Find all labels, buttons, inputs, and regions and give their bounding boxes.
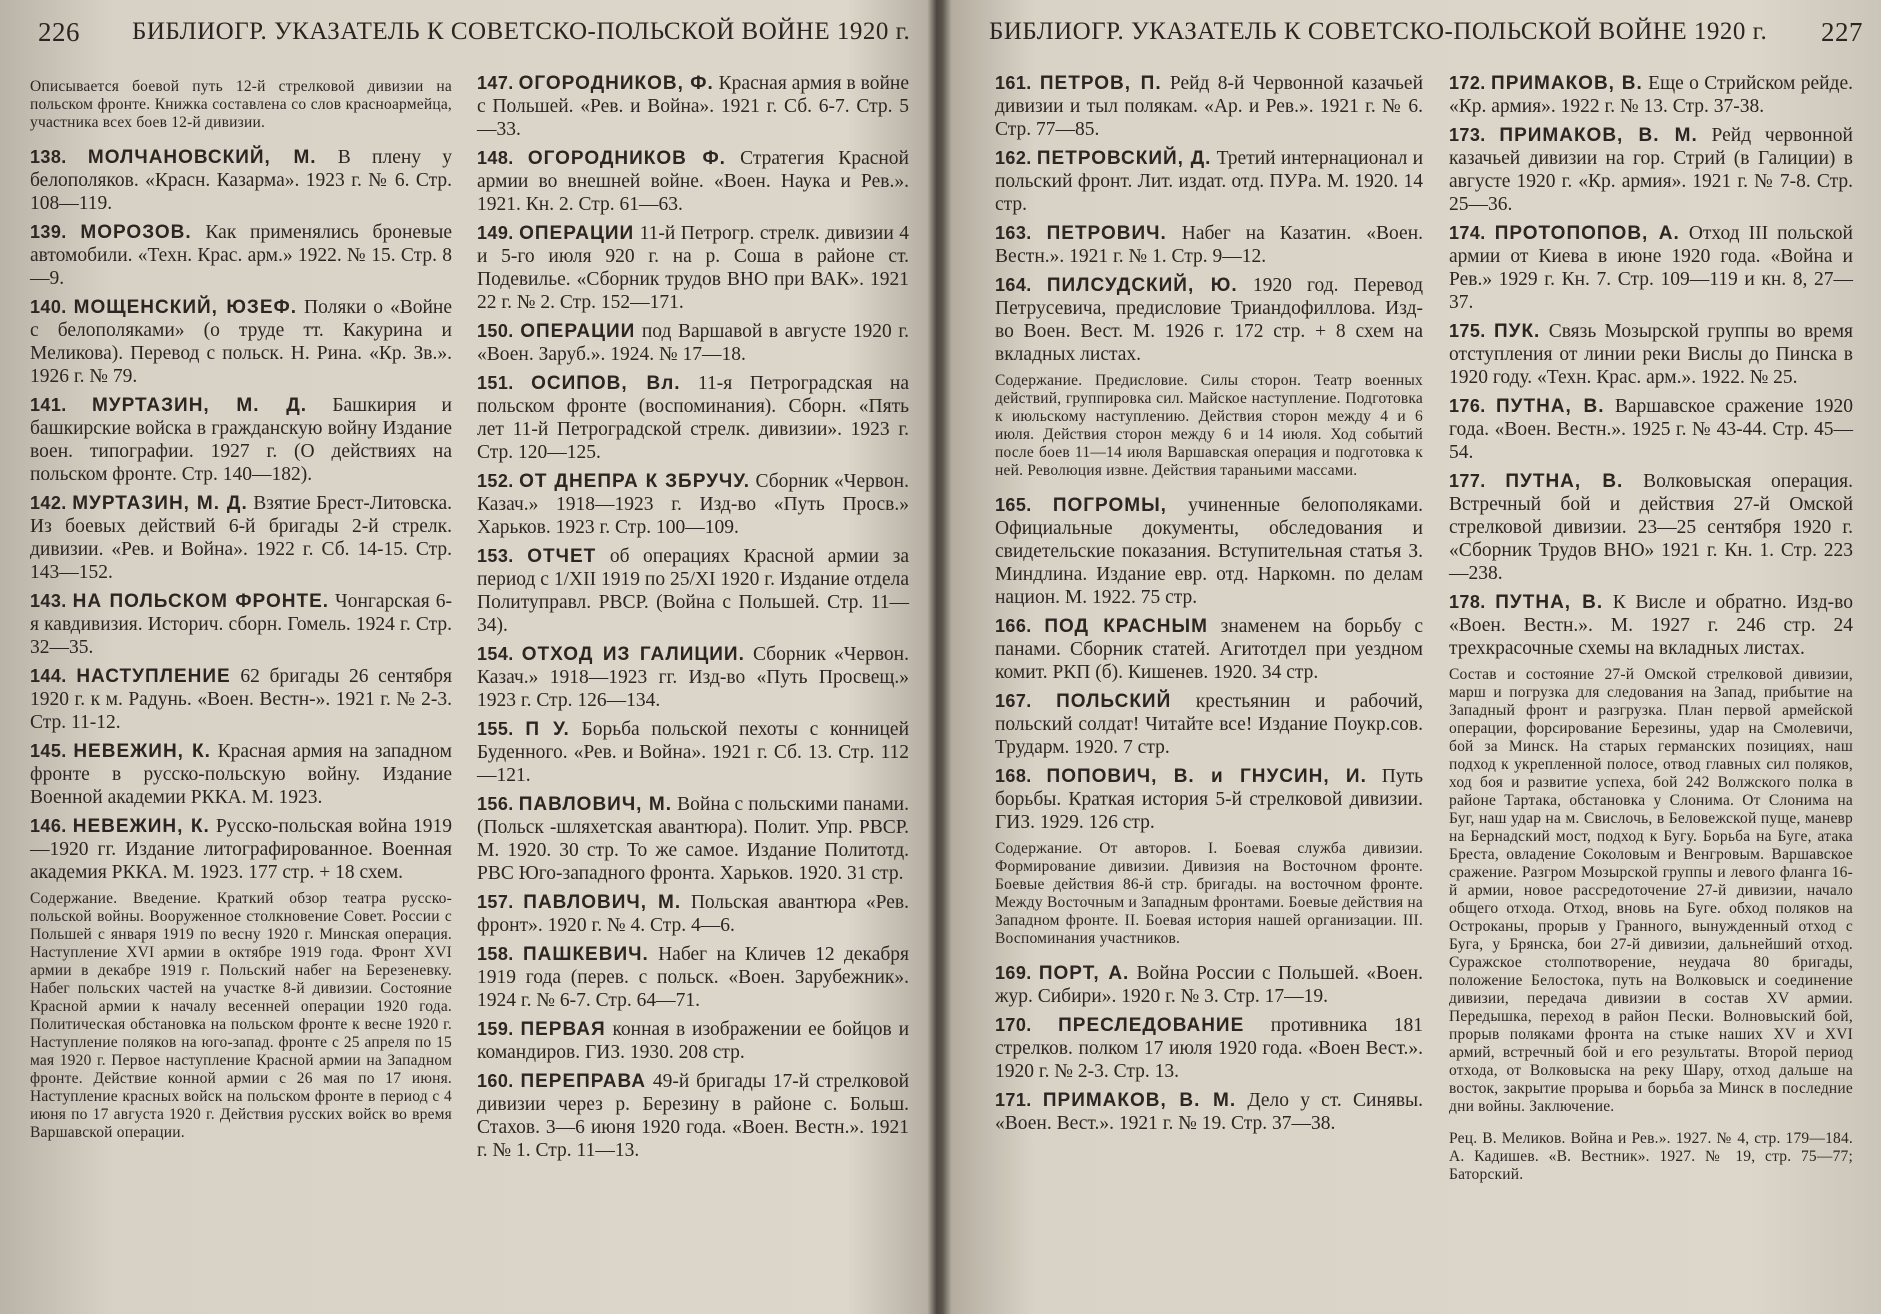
bibliography-entry [995, 690, 1423, 759]
bibliography-entry [30, 815, 452, 884]
bibliography-entry [1449, 395, 1853, 464]
entry-heading: ОТХОД ИЗ ГАЛИЦИИ. [521, 644, 745, 665]
right-page [951, 0, 1881, 1314]
entry-text: Путь борьбы. Краткая история 5-й стрелковой дивизии. ГИЗ. 1929. 126 стр. [995, 766, 1424, 833]
right-page-column-2 [1449, 72, 1853, 1198]
bibliography-entry [477, 1018, 909, 1064]
bibliography-entry [477, 470, 909, 539]
entry-number: 165. [995, 495, 1032, 515]
entry-text: Как применялись броневые автомобили. «Техн. Крас. арм.» 1922. № 15. Стр. 8—9. [30, 222, 453, 289]
entry-text: учиненные белополяками. Официальные документы, обследования и свидетельские показания. Вступительная статья З. Миндлина. Издание евр. отд. Наркомн. по делам национ. М. 1922. 75 стр. [995, 495, 1423, 608]
entry-number: 168. [995, 766, 1032, 786]
bibliography-entry [477, 943, 909, 1012]
entry-text: под Варшавой в августе 1920 г. «Воен. Заруб.». 1924. № 17—18. [477, 321, 910, 365]
entry-heading: ПОПОВИЧ, В. и ГНУСИН, И. [1046, 766, 1367, 787]
entry-heading: ПАВЛОВИЧ, М. [523, 892, 682, 913]
entry-number: 155. [477, 719, 514, 739]
entry-heading: ПИЛСУДСКИЙ, Ю. [1046, 275, 1238, 296]
entry-heading: НЕВЕЖИН, К. [72, 816, 210, 837]
entry-number: 175. [1449, 321, 1486, 341]
entry-number: 154. [477, 644, 514, 664]
entry-number: 145. [30, 741, 67, 761]
bibliography-entry [995, 765, 1423, 834]
entry-text: противника 181 стрелков. полком 17 июля 1920 года. «Воен Вест.». 1920 г. № 2-3. Стр. 13. [995, 1015, 1424, 1082]
contents-note: Описывается боевой путь 12-й стрелковой дивизии на польском фронте. Книжка составлена со слов красноармейца, участника всех боев 12-й дивизии. [30, 78, 452, 131]
entry-heading: ПЕТРОВИЧ. [1046, 223, 1167, 244]
entry-text: Сборник «Червон. Казач.» 1918—1923 гг. Изд-во «Путь Просвещ.» 1923 г. Стр. 126—134. [477, 644, 909, 711]
entry-heading: ПАШКЕВИЧ. [522, 944, 649, 965]
bibliography-entry [30, 492, 452, 584]
bibliography-entry [477, 643, 909, 712]
entry-number: 157. [477, 892, 514, 912]
entry-text: Набег на Кличев 12 декабря 1919 года (перев. с польск. «Воен. Зарубежник». 1924 г. № 6-7. Стр. 64—71. [477, 944, 909, 1011]
entry-number: 174. [1449, 223, 1486, 243]
entry-number: 152. [477, 471, 514, 491]
bibliography-entry [477, 545, 909, 637]
entry-heading: НАСТУПЛЕНИЕ [76, 666, 231, 687]
entry-text: Польская авантюра «Рев. фронт». 1920 г. № 4. Стр. 4—6. [477, 892, 909, 936]
entry-heading: ОСИПОВ, Вл. [531, 373, 681, 394]
bibliography-entry [1449, 72, 1853, 118]
entry-number: 162. [995, 148, 1032, 168]
bibliography-entry [30, 296, 452, 388]
entry-text: Еще о Стрийском рейде. «Кр. армия». 1922 г. № 13. Стр. 37-38. [1449, 73, 1853, 117]
left-page [0, 0, 930, 1314]
entry-heading: МУРТАЗИН, М. Д. [72, 493, 248, 514]
bibliography-entry [477, 72, 909, 141]
entry-text: Набег на Казатин. «Воен. Вестн.». 1921 г. № 1. Стр. 9—12. [995, 223, 1424, 267]
entry-heading: ОТ ДНЕПРА К ЗБРУЧУ. [519, 471, 751, 492]
entry-text: Башкирия и башкирские войска в гражданскую войну Издание воен. типографии. 1927 г. (О действиях на польском фронте. Стр. 140—182). [30, 395, 452, 485]
entry-number: 167. [995, 691, 1032, 711]
entry-text: Дело у ст. Синявы. «Воен. Вест.». 1921 г. № 19. Стр. 37—38. [995, 1090, 1424, 1134]
bibliography-entry [30, 146, 452, 215]
entry-heading: ПОЛЬСКИЙ [1056, 691, 1172, 712]
bibliography-entry [477, 147, 909, 216]
bibliography-entry [477, 1070, 909, 1162]
entry-number: 144. [30, 666, 67, 686]
page-number: 227 [1821, 17, 1863, 47]
contents-note: Содержание. От авторов. I. Боевая служба дивизии. Формирование дивизии. Дивизия на Восточном фронте. Боевые действия 86-й стр. бригады. на восточном фронте. Между Восточным и Западным фронтами. Боевые действия на Западном фронте. II. Боевая история нашей организации. III. Воспоминания участников. [995, 840, 1423, 947]
entry-text: Стратегия Красной армии во внешней войне. «Воен. Наука и Рев.». 1921. Кн. 2. Стр. 61—63. [477, 148, 909, 215]
entry-text: Война с польскими панами. (Польск -шляхетская авантюра). Полит. Упр. РВСР. М. 1920. 30 стр. То же самое. Издание Политотд. РВС Юго-западного фронта. Харьков. 1920. 31 стр. [477, 794, 909, 884]
entry-heading: ОПЕРАЦИИ [520, 321, 636, 342]
entry-text: крестьянин и рабочий, польский солдат! Читайте все! Издание Поукр.сов. Трударм. 1920. 7 стр. [995, 691, 1424, 758]
entry-number: 148. [477, 148, 514, 168]
entry-heading: ПУК. [1493, 321, 1541, 342]
entry-text: 62 бригады 26 сентября 1920 г. к м. Радунь. «Воен. Вестн-». 1921 г. № 2-3. Стр. 11-12. [30, 666, 452, 733]
entry-text: об операциях Красной армии за период с 1/XII 1919 по 25/XI 1920 г. Издание отдела Политуправл. РВСР. (Война с Польшей. Стр. 11—34). [477, 546, 909, 636]
bibliography-entry [477, 372, 909, 464]
entry-number: 138. [30, 147, 67, 167]
entry-heading: ПОРТ, А. [1038, 963, 1130, 984]
entry-number: 160. [477, 1071, 514, 1091]
entry-text: Рейд 8-й Червонной казачьей дивизии и тыл полякам. «Ар. и Рев.». 1921 г. № 6. Стр. 77—85. [995, 73, 1424, 140]
entry-number: 178. [1449, 592, 1486, 612]
entry-text: Борьба польской пехоты с конницей Буденного. «Рев. и Война». 1921 г. Сб. 13. Стр. 112—121. [477, 719, 910, 786]
entry-heading: ПРЕСЛЕДОВАНИЕ [1058, 1015, 1245, 1036]
entry-number: 139. [30, 222, 67, 242]
entry-number: 169. [995, 963, 1032, 983]
entry-text: 11-й Петрогр. стрелк. дивизии 4 и 5-го июля 920 г. на р. Соша в районе ст. Подевилье. «Сборник трудов ВНО при ВАК». 1921 22 г. № 2. Стр. 152—171. [477, 223, 910, 313]
entry-text: 49-й бригады 17-й стрелковой дивизии через р. Березину в районе с. Больш. Стахов. 3—6 июня 1920 года. «Воен. Вестн.». 1921 г. № 1. Стр. 11—13. [477, 1071, 910, 1161]
entry-heading: МОРОЗОВ. [80, 222, 192, 243]
entry-number: 151. [477, 373, 514, 393]
entry-text: Сборник «Червон. Казач.» 1918—1923 г. Изд-во «Путь Просв.» Харьков. 1923 г. Стр. 100—109. [477, 471, 909, 538]
left-page-column-2 [477, 72, 909, 1168]
bibliography-entry [1449, 222, 1853, 314]
entry-heading: МУРТАЗИН, М. Д. [91, 395, 308, 416]
entry-number: 143. [30, 591, 67, 611]
bibliography-entry [30, 740, 452, 809]
entry-heading: ПУТНА, В. [1495, 396, 1605, 417]
entry-number: 153. [477, 546, 514, 566]
bibliography-entry [1449, 124, 1853, 216]
entry-number: 146. [30, 816, 67, 836]
bibliography-entry [477, 793, 909, 885]
entry-text: Связь Мозырской группы во время отступления от линии реки Вислы до Пинска в 1920 году. «Техн. Крас. арм.». 1922. № 25. [1449, 321, 1854, 388]
bibliography-entry [995, 147, 1423, 216]
entry-heading: МОЩЕНСКИЙ, ЮЗЕФ. [73, 297, 298, 318]
entry-number: 161. [995, 73, 1032, 93]
entry-number: 171. [995, 1090, 1032, 1110]
contents-note: Состав и состояние 27-й Омской стрелковой дивизии, марш и погрузка для следования на Запад, прибытие на Западный фронт и разгрузка. План первой армейской операции, форсирование Березины, удар на Смолевичи, бой за Минск. На старых германских позициях, наш подход к укрепленной полосе, отвод главных сил поляков, ход боя и развитие успеха, бой 242 Волжского полка в районе Тартака, обстановка у Слонима. От Слонима на Буг, наш удар на м. Свислочь, в Беловежской пуще, маневр на Бернадский мост, подход к Бугу. Борьба на Буге, атака Бреста, овладение Соколовым и Венгровым. Варшавское сражение. Разгром Мозырской группы и левого фланга 16-й армии, новое рассредоточение 27-й дивизии, начало общего отхода. Отход, вновь на Буге. обход поляков на Остроканы, прорыв у Гранного, вынужденный отход с Буга, у Брянска, бои 27-й дивизии, дальнейший отход. Суражское столпотворение, неудача 80 бригады, положение Белостока, путь на Волковыск и соединение дивизии, передача дивизии в состав XV армии. Передышка, переход в район Пески. Волновыский бой, прорыв поляками фронта на стыке наших XV и XVI армий, встречный бой и его результаты. Второй период отхода, от Волковыска на реку Шару, отход дальше на восток, закрытие прорыва и борьба за Минск в последние дни войны. Заключение. [1449, 666, 1853, 1115]
entry-heading: НЕВЕЖИН, К. [73, 741, 211, 762]
entry-heading: ПЕТРОВСКИЙ, Д. [1036, 148, 1212, 169]
entry-text: Волковыская операция. Встречный бой и действия 27-й Омской стрелковой дивизии. 23—25 сентября 1920 г. «Сборник Трудов ВНО» 1921 г. Кн. 1. Стр. 223—238. [1449, 471, 1853, 584]
bibliography-entry [995, 494, 1423, 609]
entry-number: 158. [477, 944, 514, 964]
entry-heading: ОТЧЕТ [527, 546, 597, 567]
bibliography-entry [30, 590, 452, 659]
entry-number: 166. [995, 616, 1032, 636]
running-title: БИБЛИОГР. УКАЗАТЕЛЬ К СОВЕТСКО-ПОЛЬСКОЙ ВОЙНЕ 1920 г. [132, 18, 911, 45]
entry-text: Русско-польская война 1919—1920 гг. Издание литографированное. Военная академия РККА. М. 1923. 177 стр. + 18 схем. [30, 816, 453, 883]
entry-number: 140. [30, 297, 67, 317]
entry-heading: МОЛЧАНОВСКИЙ, М. [87, 147, 317, 168]
entry-text: Рейд червонной казачьей дивизии на гор. Стрий (в Галиции) в августе 1920 г. «Кр. армия». 1921 г. № 7-8. Стр. 25—36. [1449, 125, 1853, 215]
entry-text: 11-я Петроградская на польском фронте (воспоминания). Сборн. «Пять лет 11-й Петроградской стрелк. дивизии». 1923 г. Стр. 120—125. [477, 373, 909, 463]
bibliography-entry [995, 1089, 1423, 1135]
entry-heading: ОПЕРАЦИИ [519, 223, 635, 244]
entry-text: конная в изображении ее бойцов и командиров. ГИЗ. 1930. 208 стр. [477, 1019, 910, 1063]
bibliography-entry [1449, 470, 1853, 585]
contents-note: Содержание. Введение. Краткий обзор театра русско-польской войны. Вооруженное столкновение Совет. России с Польшей с января 1919 по весну 1920 г. Минская операция. Наступление XVI армии в октябре 1919 года. Фронт XVI армии в декабре 1919 г. Польский набег на Березеневку. Набег польских частей на участке 8-й дивизии. Состояние Красной армии к началу весенней операции 1920 года. Политическая обстановка на польском фронте к весне 1920 г. Наступление поляков на юго-запад. фронте с 25 апреля по 15 мая 1920 г. Первое наступление Красной армии на Западном фронте. Действие конной армии с 26 мая по 17 июня. Наступление красных войск на польском фронте в период с 4 июня по 17 августа 1920 г. Действия русских войск во время Варшавской операции. [30, 890, 452, 1141]
entry-text: 1920 год. Перевод Петрусевича, предисловие Триандофиллова. Изд-во Воен. Вест. М. 1926 г. 172 стр. + 8 схем на вкладных листах. [995, 275, 1423, 365]
entry-heading: ПОД КРАСНЫМ [1044, 616, 1208, 637]
entry-text: Отход III польской армии от Киева в июне 1920 года. «Война и Рев.» 1929 г. Кн. 7. Стр. 109—119 и кн. 8, 27—37. [1449, 223, 1853, 313]
bibliography-entry [995, 222, 1423, 268]
entry-heading: ПЕРВАЯ [520, 1019, 606, 1040]
entry-text: Война России с Польшей. «Воен. жур. Сибири». 1920 г. № 3. Стр. 17—19. [995, 963, 1424, 1007]
entry-heading: ПУТНА, В. [1495, 592, 1604, 613]
bibliography-entry [995, 1014, 1423, 1083]
contents-note: Содержание. Предисловие. Силы сторон. Театр военных действий, группировка сил. Майское наступление. Подготовка к июльскому наступлению. Действия сторон между 4 и 6 июля. Действия сторон между 6 и 14 июля. Ход событий после боев 11—14 июля Варшавская операция и подготовка к ней. Революция извне. Действия тараньими массами. [995, 372, 1423, 479]
entry-number: 150. [477, 321, 514, 341]
bibliography-entry [477, 891, 909, 937]
entry-number: 176. [1449, 396, 1486, 416]
bibliography-entry [995, 615, 1423, 684]
entry-number: 173. [1449, 125, 1486, 145]
bibliography-entry [995, 274, 1423, 366]
entry-heading: П У. [525, 719, 570, 740]
entry-text: знаменем на борьбу с панами. Сборник статей. Агитотдел при уездном комит. РКП (б). Кишенев. 1920. 34 стр. [995, 616, 1423, 683]
entry-heading: ПОГРОМЫ, [1052, 495, 1167, 516]
entry-text: Третий интернационал и польский фронт. Лит. издат. отд. ПУРа. М. 1920. 14 стр. [995, 148, 1424, 215]
bibliography-entry [995, 72, 1423, 141]
left-page-column-1 [30, 72, 452, 1156]
entry-heading: ПЕТРОВ, П. [1039, 73, 1162, 94]
bibliography-entry [995, 962, 1423, 1008]
entry-text: Красная армия в войне с Польшей. «Рев. и Война». 1921 г. Сб. 6-7. Стр. 5—33. [477, 73, 910, 140]
entry-heading: ПРИМАКОВ, В. М. [1042, 1090, 1237, 1111]
entry-number: 170. [995, 1015, 1032, 1035]
entry-number: 156. [477, 794, 514, 814]
entry-heading: ПРИМАКОВ, В. М. [1499, 125, 1698, 146]
entry-heading: НА ПОЛЬСКОМ ФРОНТЕ. [72, 591, 330, 612]
entry-heading: ПУТНА, В. [1505, 471, 1624, 492]
entry-number: 164. [995, 275, 1032, 295]
running-title: БИБЛИОГР. УКАЗАТЕЛЬ К СОВЕТСКО-ПОЛЬСКОЙ ВОЙНЕ 1920 г. [989, 18, 1768, 45]
bibliography-entry [30, 394, 452, 486]
entry-number: 141. [30, 395, 67, 415]
entry-number: 163. [995, 223, 1032, 243]
entry-heading: ПЕРЕПРАВА [520, 1071, 647, 1092]
entry-number: 147. [477, 73, 514, 93]
entry-heading: ПАВЛОВИЧ, М. [518, 794, 673, 815]
entry-text: К Висле и обратно. Изд-во «Воен. Вестн.». М. 1927 г. 246 стр. 24 трехкрасочные схемы на вкладных листах. [1449, 592, 1853, 659]
right-page-column-1 [995, 72, 1423, 1141]
entry-text: Варшавское сражение 1920 года. «Воен. Вестн.». 1925 г. № 43-44. Стр. 45—54. [1449, 396, 1853, 463]
entry-text: Чонгарская 6-я кавдивизия. Историч. сборн. Гомель. 1924 г. Стр. 32—35. [30, 591, 453, 658]
entry-heading: ОГОРОДНИКОВ Ф. [527, 148, 726, 169]
entry-text: В плену у белополяков. «Красн. Казарма». 1923 г. № 6. Стр. 108—119. [30, 147, 453, 214]
entry-number: 172. [1449, 73, 1486, 93]
bibliography-entry [30, 221, 452, 290]
entry-number: 177. [1449, 471, 1486, 491]
entry-heading: ПРОТОПОПОВ, А. [1494, 223, 1680, 244]
bibliography-entry [1449, 591, 1853, 660]
entry-number: 149. [477, 223, 514, 243]
entry-text: Поляки о «Войне с белополяками» (о труде тт. Какурина и Меликова). Перевод с польск. Н. Рина. «Кр. Зв.». 1926 г. № 79. [30, 297, 453, 387]
bibliography-entry [30, 665, 452, 734]
bibliography-entry [477, 222, 909, 314]
bibliography-entry [477, 718, 909, 787]
entry-heading: ПРИМАКОВ, В. [1491, 73, 1643, 94]
entry-text: Красная армия на западном фронте в русско-польскую войну. Издание Военной академии РККА. М. 1923. [30, 741, 453, 808]
entry-number: 159. [477, 1019, 514, 1039]
contents-note: Рец. В. Меликов. Война и Рев.». 1927. № 4, стр. 179—184. А. Кадишев. «В. Вестник». 1927. № 19, стр. 75—77; Баторский. [1449, 1130, 1853, 1183]
entry-number: 142. [30, 493, 67, 513]
entry-text: Взятие Брест-Литовска. Из боевых действий 6-й бригады 2-й стрелк. дивизии. «Рев. и Война». 1922 г. Сб. 14-15. Стр. 143—152. [30, 493, 453, 583]
bibliography-entry [1449, 320, 1853, 389]
entry-heading: ОГОРОДНИКОВ, Ф. [518, 73, 714, 94]
bibliography-entry [477, 320, 909, 366]
page-number: 226 [38, 17, 80, 47]
